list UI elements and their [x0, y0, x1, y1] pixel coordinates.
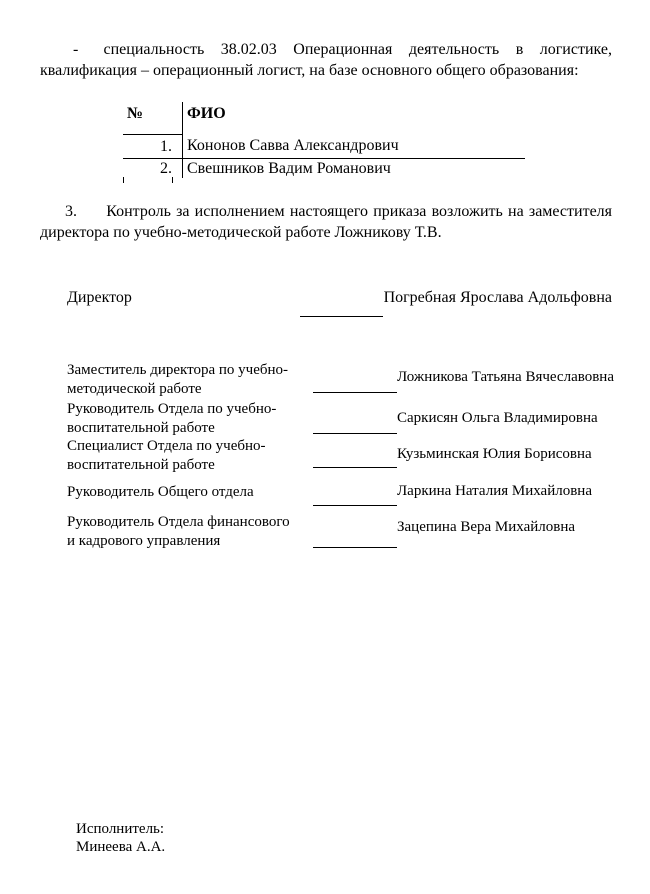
signature-line: [313, 392, 397, 393]
signatory-name: Ложникова Татьяна Вячеславовна: [397, 369, 614, 385]
list-dash: -: [73, 41, 79, 58]
signatory-title-line: методической работе: [67, 381, 202, 397]
signatory-title-line: Специалист Отдела по учебно-: [67, 438, 266, 454]
signatory-name: Ларкина Наталия Михайловна: [397, 483, 592, 499]
signatory-title-line: и кадрового управления: [67, 533, 221, 549]
signatory-title: [67, 513, 357, 551]
table-row: [123, 135, 525, 159]
signatory-title: [67, 437, 357, 475]
executor-label: Исполнитель:: [76, 821, 165, 837]
signatory-title: [67, 483, 357, 502]
table-border-stub: [172, 177, 173, 183]
row-number: 2.: [123, 159, 183, 179]
signature-line: [313, 467, 397, 468]
row-number: 1.: [123, 135, 183, 159]
signature-line: [300, 316, 383, 317]
control-paragraph: [40, 201, 612, 243]
row-name: Свешников Вадим Романович: [187, 159, 391, 177]
director-signature-row: [67, 288, 612, 307]
signatory-title-line: Руководитель Отдела финансового: [67, 514, 290, 530]
signature-line: [313, 547, 397, 548]
table-border-stub: [123, 177, 124, 183]
table-header-row: [123, 102, 525, 135]
header-name: ФИО: [187, 105, 226, 122]
director-title: Директор: [67, 289, 132, 306]
table-row: [123, 159, 525, 179]
executor-block: [76, 820, 165, 856]
paragraph-number: 3.: [65, 203, 77, 220]
signature-line: [313, 505, 397, 506]
signatory-name: Кузьминская Юлия Борисовна: [397, 446, 592, 462]
control-line-2: директора по учебно-методической работе Ложникову Т.В.: [40, 224, 442, 241]
specialty-paragraph: [40, 39, 612, 81]
signatory-title-line: воспитательной работе: [67, 420, 215, 436]
director-name: Погребная Ярослава Адольфовна: [383, 289, 612, 306]
row-name: Кононов Савва Александрович: [183, 135, 526, 159]
header-number: №: [123, 102, 183, 135]
signatory-name: Зацепина Вера Михайловна: [397, 519, 576, 535]
specialty-line-2: квалификация – операционный логист, на базе основного общего образования:: [40, 62, 579, 79]
executor-name: Минеева А.А.: [76, 839, 166, 855]
signatory-title: [67, 361, 357, 399]
specialty-text: специальность 38.02.03 Операционная деятельность в логистике,: [103, 41, 613, 58]
signatory-title-line: Заместитель директора по учебно-: [67, 362, 289, 378]
control-line-1: [40, 201, 612, 222]
signatory-name: Саркисян Ольга Владимировна: [397, 410, 598, 426]
signatory-title-line: воспитательной работе: [67, 457, 215, 473]
control-text: Контроль за исполнением настоящего приказа возложить на заместителя: [106, 203, 613, 220]
signature-line: [313, 433, 397, 434]
specialty-line-1: [40, 39, 612, 60]
students-table: [123, 102, 525, 178]
signatory-title-line: Руководитель Отдела по учебно-: [67, 401, 277, 417]
signatory-title-line: Руководитель Общего отдела: [67, 484, 254, 500]
